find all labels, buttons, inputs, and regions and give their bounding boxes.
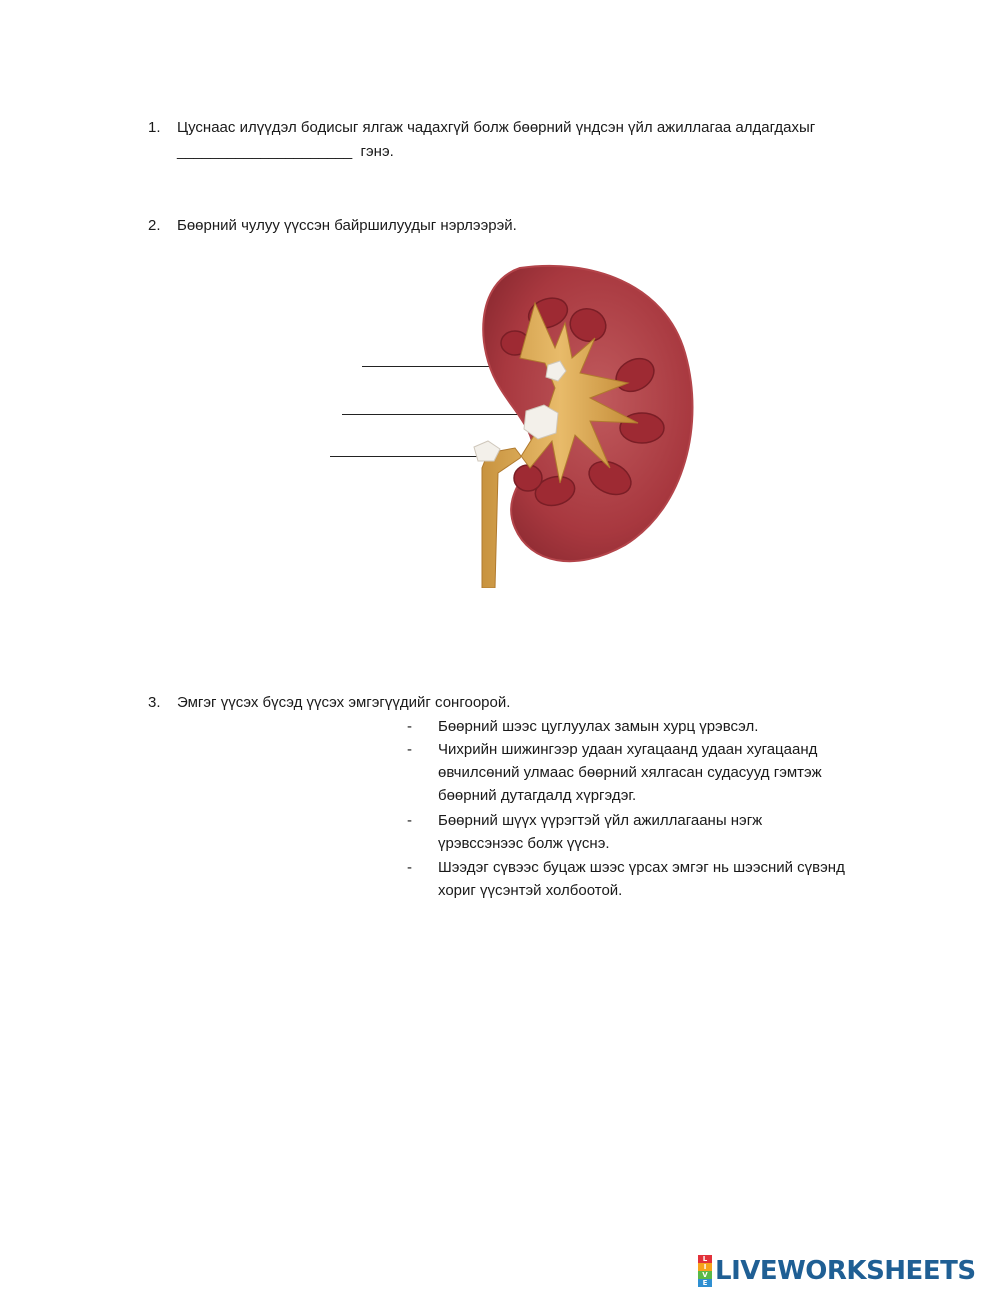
option-3[interactable] [438,809,762,855]
option-4-bullet: - [407,859,412,876]
badge-letter: V [698,1271,712,1279]
option-2-line-2: өвчилсөний улмаас бөөрний хялгасан судасууд гэмтэж [438,764,822,781]
live-badge-icon [698,1255,712,1287]
option-1-bullet: - [407,718,412,735]
option-2-line-1: Чихрийн шижингээр удаан хугацаанд удаан хугацаанд [438,741,818,758]
question-1-answer-line [177,143,394,160]
kidney-stones-illustration [460,263,720,588]
question-1-number: 1. [148,119,161,136]
liveworksheets-logo [698,1256,976,1286]
logo-text: LIVEWORKSHEETS [715,1256,976,1286]
option-3-line-1: Бөөрний шүүх үүрэгтэй үйл ажиллагааны нэгж [438,812,763,829]
question-1-suffix: гэнэ. [360,143,394,160]
option-3-bullet: - [407,812,412,829]
option-2[interactable] [438,738,822,807]
badge-letter: E [698,1279,712,1287]
option-1[interactable] [438,715,758,738]
option-4-line-2: хориг үүсэнтэй холбоотой. [438,882,623,899]
answer-blank[interactable]: _____________________ [177,143,353,160]
option-4[interactable] [438,856,845,902]
badge-letter: L [698,1255,712,1263]
option-3-line-2: үрэвссэнээс болж үүснэ. [438,835,610,852]
option-1-line-1: Бөөрний шээс цуглуулах замын хурц үрэвсэл. [438,718,759,735]
question-2-text: Бөөрний чулуу үүссэн байршилуудыг нэрлээрэй. [177,217,517,234]
option-2-bullet: - [407,741,412,758]
option-2-line-3: бөөрний дутагдалд хүргэдэг. [438,787,637,804]
label-line-3[interactable] [330,456,478,457]
badge-letter: I [698,1263,712,1271]
question-1-text: Цуснаас илүүдэл бодисыг ялгаж чадахгүй болж бөөрний үндсэн үйл ажиллагаа алдагдахыг [177,119,816,136]
question-3-text: Эмгэг үүсэх бүсэд үүсэх эмгэгүүдийг сонгоорой. [177,694,511,711]
question-2-number: 2. [148,217,161,234]
question-3-number: 3. [148,694,161,711]
option-4-line-1: Шээдэг сүвээс буцаж шээс үрсах эмгэг нь шээсний сүвэнд [438,859,845,876]
